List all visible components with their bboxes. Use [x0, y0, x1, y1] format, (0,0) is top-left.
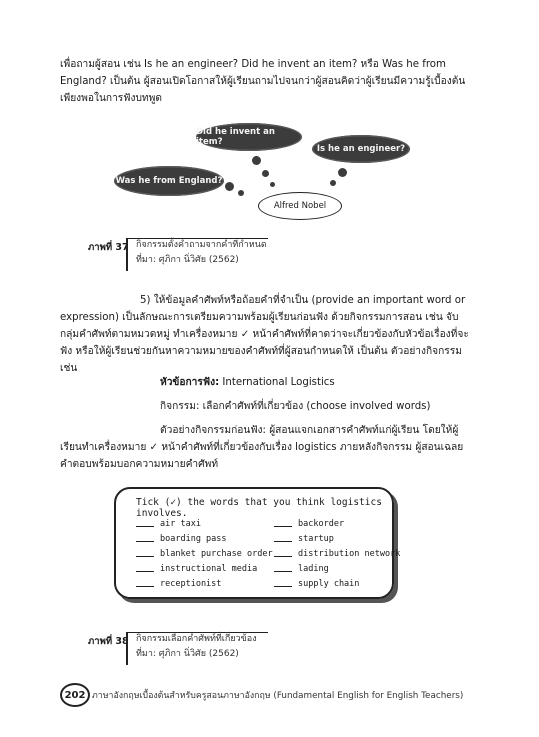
alfred-nobel-label: Alfred Nobel — [258, 192, 342, 220]
list-item: supply chain — [274, 579, 359, 589]
thought-dot — [262, 170, 269, 177]
provide-words-paragraph: 5) ให้ข้อมูลคำศัพท์หรือถ้อยคำที่จำเป็น (provide an important word or expression) เป็นลักษณะการเตรียมความพร้อมผู้เรียนก่อนฟัง ด้วยกิจกรรมการสอน เช่น จับกลุ่มคำศัพท์ตามหมวดหมู่ ทำเครื่องหมาย ✓ หน้าคำศัพท์ที่คาดว่าจะเกี่ยวข้องกับหัวข้อเรื่องที่จะฟัง หรือให้ผู้เรียนช่วยกันหาความหมายของคำศัพท์ที่ผู้สอนกำหนดให้ เป็นต้น ตัวอย่างกิจกรรมเช่น — [60, 295, 469, 374]
running-footer: ภาษาอังกฤษเบื้องต้นสำหรับครูสอนภาษาอังกฤษ (Fundamental English for English Teachers) — [92, 691, 464, 701]
thought-bubble-invent: Did he invent an item? — [196, 123, 302, 151]
example-paragraph: ตัวอย่างกิจกรรมก่อนฟัง: ผู้สอนแจกเอกสารคำศัพท์แก่ผู้เรียน โดยให้ผู้เรียนทำเครื่องหมาย ✓ หน้าคำศัพท์ที่เกี่ยวข้องกับเรื่อง logistics ภายหลังกิจกรรม ผู้สอนเฉลยคำตอบพร้อมบอกความหมายคำศัพท์ — [60, 425, 464, 470]
page-number: 202 — [60, 683, 90, 707]
list-item: lading — [274, 564, 329, 574]
topic-line — [160, 374, 335, 390]
list-item: receptionist — [136, 579, 221, 589]
figure-37-source: ที่มา: ศุภิกา นิ่วิศัย (2562) — [136, 255, 239, 265]
list-item: boarding pass — [136, 534, 227, 544]
thought-dot — [225, 182, 234, 191]
thought-dot — [338, 168, 347, 177]
thought-dot — [252, 156, 261, 165]
figure-37-caption: กิจกรรมตั้งคำถามจากคำที่กำหนด — [136, 240, 267, 250]
list-item: startup — [274, 534, 334, 544]
tick-worksheet — [114, 487, 401, 599]
list-item: distribution network — [274, 549, 400, 559]
tick-title: Tick (✓) the words that you think logistics involves. — [136, 497, 382, 519]
list-item: backorder — [274, 519, 344, 529]
topic-label: หัวข้อการฟัง: — [160, 377, 220, 388]
activity-line: กิจกรรม: เลือกคำศัพท์ที่เกี่ยวข้อง (choose involved words) — [160, 401, 431, 412]
list-item: air taxi — [136, 519, 201, 529]
thought-bubble-engineer: Is he an engineer? — [312, 135, 410, 163]
thought-bubble-england: Was he from England? — [114, 166, 224, 196]
intro-paragraph: เพื่อถามผู้สอน เช่น Is he an engineer? Did he invent an item? หรือ Was he from England? เป็นต้น ผู้สอนเปิดโอกาสให้ผู้เรียนถามไปจนกว่าผู้สอนคิดว่าผู้เรียนมีความรู้เบื้องต้นเพียงพอในการฟังบทพูด — [60, 59, 466, 104]
thought-dot — [330, 180, 336, 186]
list-item: blanket purchase order — [136, 549, 273, 559]
figure-37-label: ภาพที่ 37 — [88, 242, 129, 253]
figure-38-source: ที่มา: ศุภิกา นิ่วิศัย (2562) — [136, 649, 239, 659]
thought-dot — [238, 190, 244, 196]
list-item: instructional media — [136, 564, 257, 574]
topic-value: International Logistics — [222, 377, 335, 388]
figure-38-label: ภาพที่ 38 — [88, 636, 129, 647]
thought-dot — [270, 182, 275, 187]
figure-38-caption: กิจกรรมเลือกคำศัพท์ที่เกี่ยวข้อง — [136, 634, 257, 644]
